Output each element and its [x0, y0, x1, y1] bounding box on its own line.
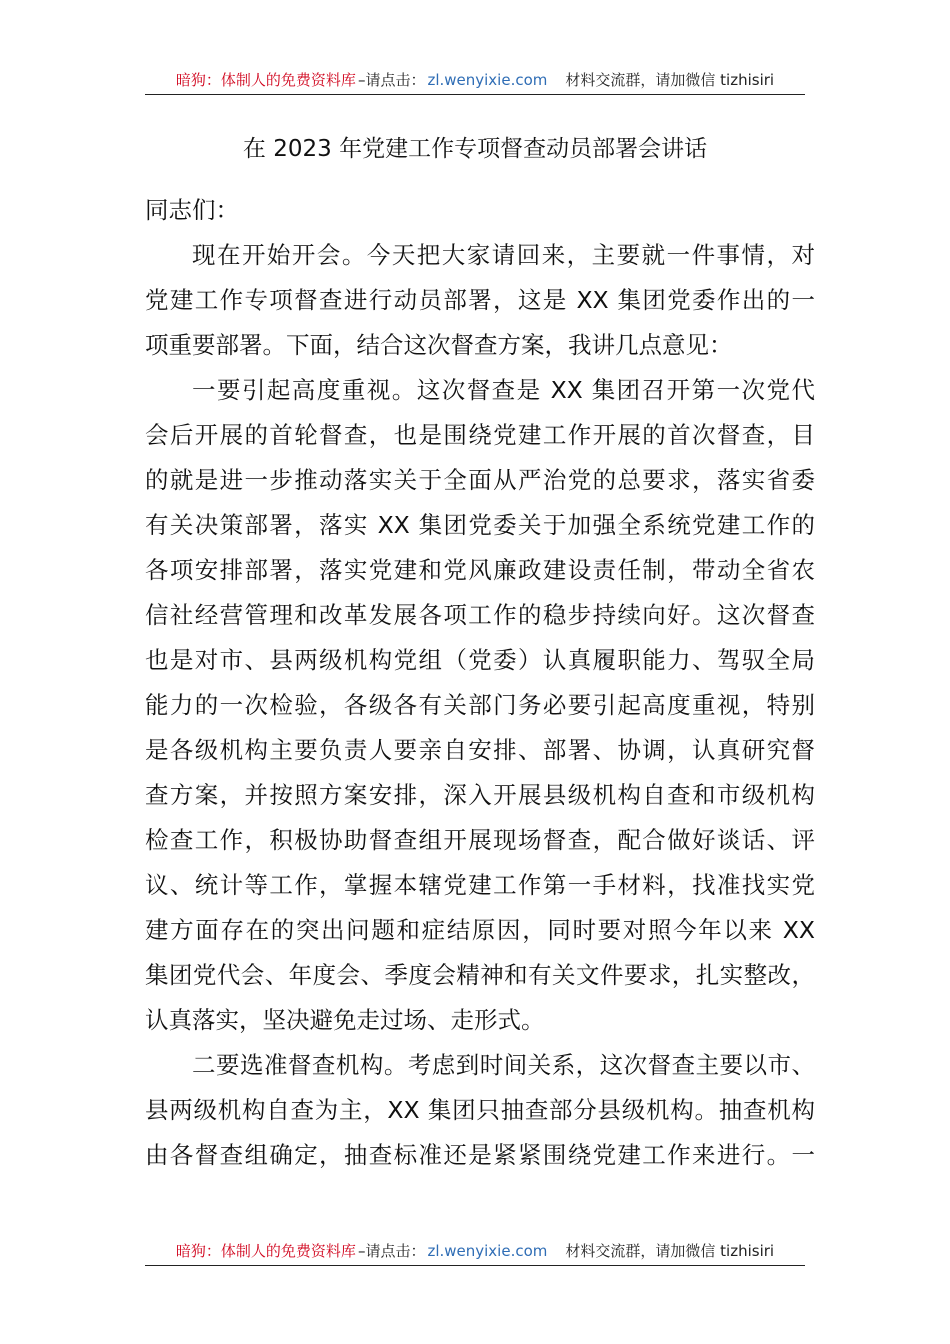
paragraph-opening [145, 233, 815, 368]
paragraph-line: 现在开始开会。今天把大家请回来，主要就一件事情，对 [192, 241, 815, 269]
paragraph-line: 认真落实，坚决避免走过场、走形式。 [145, 1006, 545, 1034]
paragraph-line: 二要选准督查机构。考虑到时间关系，这次督查主要以市、 [192, 1051, 815, 1079]
paragraph-line: 是各级机构主要负责人要亲自安排、部署、协调，认真研究督 [145, 736, 815, 764]
paragraph-line: 各项安排部署，落实党建和党风廉政建设责任制，带动全省农 [145, 556, 815, 584]
footer-banner [145, 1237, 805, 1266]
paragraph-line: 一要引起高度重视。这次督查是 XX 集团召开第一次党代 [192, 376, 815, 404]
banner-group-note: 材料交流群，请加微信 tizhisiri [565, 71, 775, 89]
document-body [145, 188, 815, 1178]
paragraph-line: 县两级机构自查为主，XX 集团只抽查部分县级机构。抽查机构 [145, 1096, 815, 1124]
paragraph-line: 议、统计等工作，掌握本辖党建工作第一手材料，找准找实党 [145, 871, 815, 899]
paragraph-line: 党建工作专项督查进行动员部署，这是 XX 集团党委作出的一 [145, 286, 815, 314]
paragraph-line: 建方面存在的突出问题和症结原因，同时要对照今年以来 XX [145, 916, 815, 944]
paragraph-point-one [145, 368, 815, 1043]
paragraph-line: 能力的一次检验，各级各有关部门务必要引起高度重视，特别 [145, 691, 815, 719]
paragraph-line: 检查工作，积极协助督查组开展现场督查，配合做好谈话、评 [145, 826, 815, 854]
banner-url-link[interactable]: zl.wenyixie.com [427, 1242, 548, 1260]
document-title: 在 2023 年党建工作专项督查动员部署会讲话 [242, 136, 708, 162]
paragraph-line: 项重要部署。下面，结合这次督查方案，我讲几点意见： [145, 331, 733, 359]
banner-group-note: 材料交流群，请加微信 tizhisiri [565, 1242, 775, 1260]
paragraph-line: 信社经营管理和改革发展各项工作的稳步持续向好。这次督查 [145, 601, 815, 629]
paragraph-line: 的就是进一步推动落实关于全面从严治党的总要求，落实省委 [145, 466, 815, 494]
paragraph-line: 集团党代会、年度会、季度会精神和有关文件要求，扎实整改， [145, 961, 815, 989]
paragraph-point-two [145, 1043, 815, 1178]
banner-url-link[interactable]: zl.wenyixie.com [427, 71, 548, 89]
header-banner [145, 66, 805, 95]
banner-click-label: –请点击： [357, 71, 426, 89]
banner-brand: 暗狗：体制人的免费资料库 [175, 1242, 356, 1260]
paragraph-line: 也是对市、县两级机构党组（党委）认真履职能力、驾驭全局 [145, 646, 815, 674]
banner-click-label: –请点击： [357, 1242, 426, 1260]
paragraph-line: 由各督查组确定，抽查标准还是紧紧围绕党建工作来进行。一 [145, 1141, 815, 1169]
greeting: 同志们： [145, 196, 239, 224]
banner-brand: 暗狗：体制人的免费资料库 [175, 71, 356, 89]
paragraph-line: 有关决策部署，落实 XX 集团党委关于加强全系统党建工作的 [145, 511, 815, 539]
paragraph-line: 查方案，并按照方案安排，深入开展县级机构自查和市级机构 [145, 781, 815, 809]
paragraph-line: 会后开展的首轮督查，也是围绕党建工作开展的首次督查，目 [145, 421, 815, 449]
